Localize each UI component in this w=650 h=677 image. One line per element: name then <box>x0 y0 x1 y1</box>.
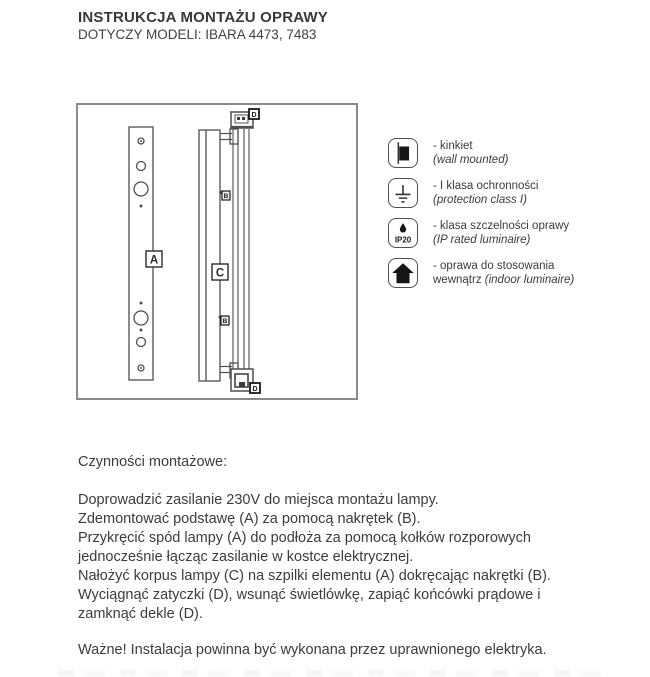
instruction-line: jednocześnie łącząc zasilanie w kostce elektrycznej. <box>78 549 414 565</box>
warning-note: Ważne! Instalacja powinna być wykonana przez uprawnionego elektryka. <box>78 642 547 658</box>
page-title: INSTRUKCJA MONTAŻU OPRAWY <box>78 9 328 26</box>
ip-rating-badge: IP20 <box>394 235 412 245</box>
part-letter-a: A <box>149 254 159 267</box>
legend-label <box>433 178 538 208</box>
legend-item-ip-rating <box>388 218 569 248</box>
protection-class-1-icon <box>388 178 418 208</box>
instruction-line: zamknąć dekle (D). <box>78 606 203 622</box>
scan-cutoff-artifact <box>58 670 603 676</box>
part-letter-c: C <box>215 267 225 280</box>
instruction-line: Wyciągnąć zatyczki (D), wsunąć świetlówkę, zapiąć końcówki prądowe i <box>78 587 541 603</box>
legend-text-mixed <box>433 274 574 288</box>
instruction-line: Doprowadzić zasilanie 230V do miejsca montażu lampy. <box>78 492 439 508</box>
instruction-line: Zdemontować podstawę (A) za pomocą nakrętek (B). <box>78 511 421 527</box>
part-label-d-top <box>249 109 259 119</box>
mounting-instructions <box>78 453 623 660</box>
part-label-d-bottom <box>250 383 260 393</box>
part-letter-b-top: B <box>223 193 229 200</box>
legend-label <box>433 218 569 248</box>
legend-item-indoor <box>388 258 574 288</box>
legend-text-pl: - klasa szczelności oprawy <box>433 220 570 232</box>
instruction-line: Przykręcić spód lampy (A) do podłoża za pomocą kołków rozporowych <box>78 530 531 546</box>
legend-text-pl: - I klasa ochronności <box>433 180 539 192</box>
legend-text-en: (wall mounted) <box>433 153 509 166</box>
page-subtitle: DOTYCZY MODELI: IBARA 4473, 7483 <box>78 27 317 42</box>
part-label-c <box>212 264 228 280</box>
lamp-assembly-drawing <box>78 105 356 398</box>
part-letter-d-top: D <box>251 112 257 119</box>
legend-item-protection-class <box>388 178 538 208</box>
legend-text-en: (protection class I) <box>433 193 527 206</box>
ip-rating-icon <box>388 218 418 248</box>
instructions-heading: Czynności montażowe: <box>78 454 228 470</box>
instruction-line: Nałożyć korpus lampy (C) na szpilki elementu (A) dokręcając nakrętki (B). <box>78 568 552 584</box>
lamp-body-drawing <box>199 112 253 391</box>
technical-drawing-frame <box>76 103 358 400</box>
wall-mounted-lamp-icon <box>388 138 418 168</box>
legend-text-en: (IP rated luminaire) <box>433 233 531 246</box>
legend-text-pl: - oprawa do stosowania <box>433 260 555 272</box>
legend-label <box>433 258 574 288</box>
legend-text-en: (indoor luminaire) <box>484 273 575 286</box>
pictogram-legend <box>388 138 618 298</box>
legend-text-pl: - kinkiet <box>433 140 473 152</box>
legend-item-wall-mounted <box>388 138 508 168</box>
water-drop-icon <box>400 223 406 232</box>
part-letter-b-bottom: B <box>222 318 228 325</box>
part-label-a <box>146 251 162 267</box>
indoor-luminaire-icon <box>388 258 418 288</box>
part-letter-d-bottom: D <box>252 386 258 393</box>
legend-text-pl2: wewnątrz <box>433 273 485 286</box>
legend-label <box>433 138 508 168</box>
